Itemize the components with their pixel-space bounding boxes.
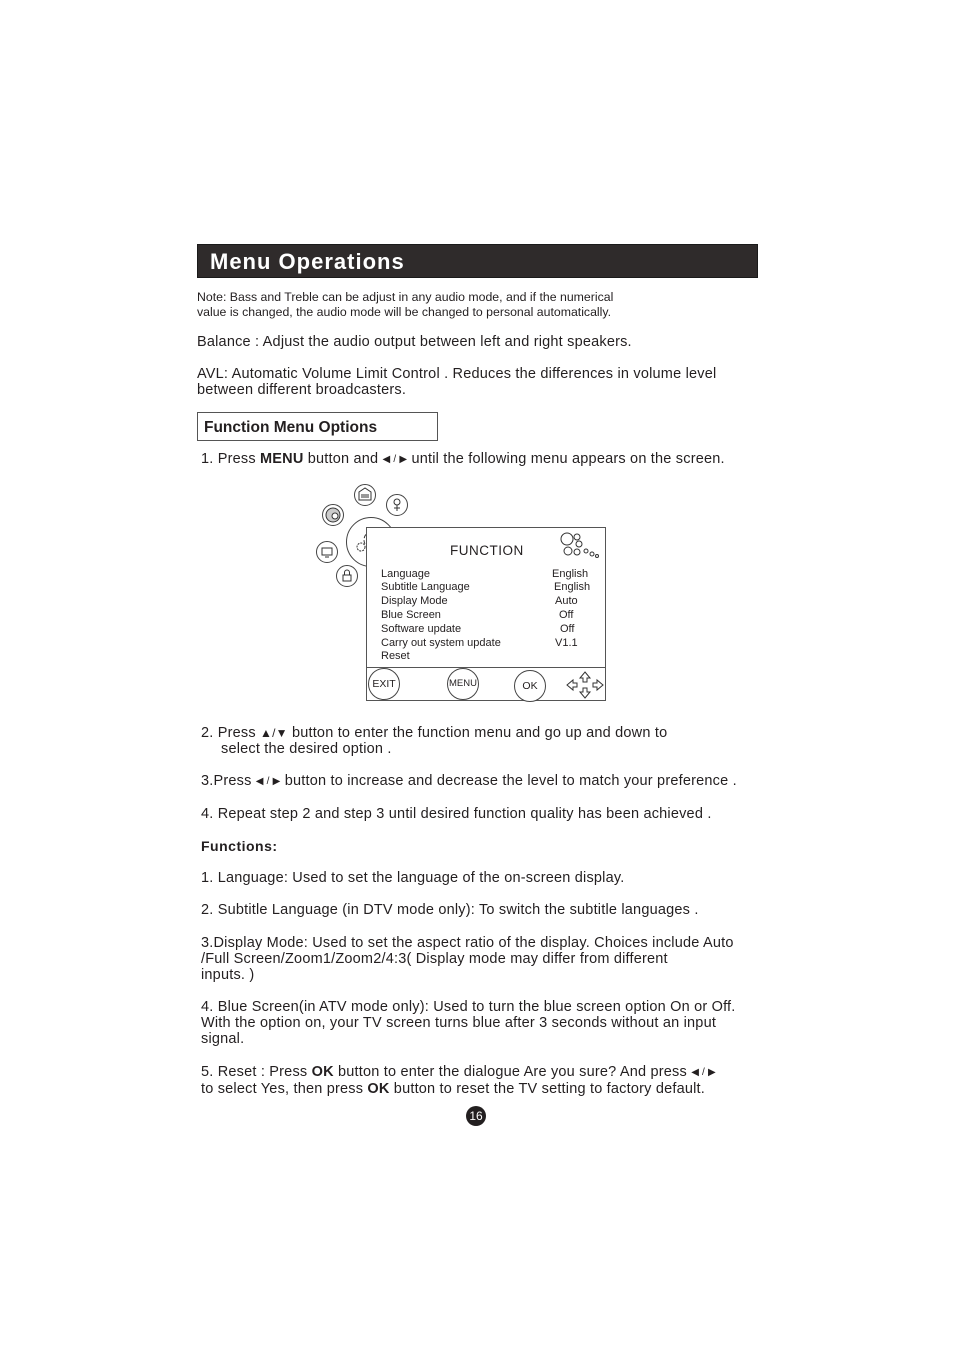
function-language: 1. Language: Used to set the language of the on-screen display.	[201, 870, 625, 886]
osd-title: FUNCTION	[450, 543, 524, 558]
sound-icon	[386, 494, 408, 516]
osd-divider	[367, 667, 605, 668]
balance-text: Balance : Adjust the audio output between left and right speakers.	[197, 334, 632, 350]
function-subtitle-language: 2. Subtitle Language (in DTV mode only): To switch the subtitle languages .	[201, 902, 699, 918]
functions-heading: Functions:	[201, 838, 278, 854]
section-title-bar	[197, 244, 758, 278]
ok-key: OK	[311, 1064, 334, 1080]
function-blue-screen: 4. Blue Screen(in ATV mode only): Used to turn the blue screen option On or Off. With the option on, your TV screen turns blue after 3 seconds without an input signal.	[201, 999, 736, 1047]
ok-button[interactable]: OK	[514, 670, 546, 702]
function-display-mode: 3.Display Mode: Used to set the aspect ratio of the display. Choices include Auto /Full Screen/Zoom1/Zoom2/4:3( Display mode may differ from different inputs. )	[201, 935, 734, 983]
channel-icon	[316, 541, 338, 563]
section-heading: Function Menu Options	[204, 419, 378, 436]
step-1: 1. Press MENU button and ◀ / ▶ until the following menu appears on the screen.	[201, 451, 725, 467]
osd-function-menu: FUNCTION Language English Subtitle Language English Display Mode Auto Blue Screen Off Software update Off Carry out system update V1.1 Reset EXIT MENU OK	[366, 527, 606, 701]
exit-button[interactable]: EXIT	[368, 668, 400, 700]
up-down-arrows-icon: ▲/▼	[260, 726, 288, 740]
step-3: 3.Press ◀ / ▶ button to increase and decrease the level to match your preference .	[201, 773, 737, 789]
function-menu-options-box	[197, 412, 438, 441]
page-title: Menu Operations	[210, 249, 405, 274]
menu-key: MENU	[260, 451, 304, 467]
left-right-arrows-icon: ◀ / ▶	[382, 454, 408, 465]
picture-icon	[354, 484, 376, 506]
left-right-arrows-icon: ◀ / ▶	[691, 1067, 716, 1078]
page-number: 16	[466, 1106, 486, 1126]
step-4: 4. Repeat step 2 and step 3 until desired function quality has been achieved .	[201, 806, 712, 822]
navigation-arrows-icon[interactable]	[565, 670, 605, 700]
avl-text: AVL: Automatic Volume Limit Control . Reduces the differences in volume level between different broadcasters.	[197, 366, 717, 398]
bubbles-icon	[557, 530, 603, 560]
step-2: 2. Press ▲/▼ button to enter the function menu and go up and down to select the desired option .	[201, 725, 668, 757]
menu-button[interactable]: MENU	[447, 668, 479, 700]
time-icon	[322, 504, 344, 526]
lock-icon	[336, 565, 358, 587]
function-reset: 5. Reset : Press OK button to enter the dialogue Are you sure? And press ◀ / ▶ to select Yes, then press OK button to reset the TV setting to factory default.	[201, 1064, 716, 1097]
ok-key: OK	[367, 1081, 390, 1097]
note-text: Note: Bass and Treble can be adjust in any audio mode, and if the numerical value is changed, the audio mode will be changed to personal automatically.	[197, 290, 614, 319]
left-right-arrows-icon: ◀ / ▶	[255, 776, 281, 787]
